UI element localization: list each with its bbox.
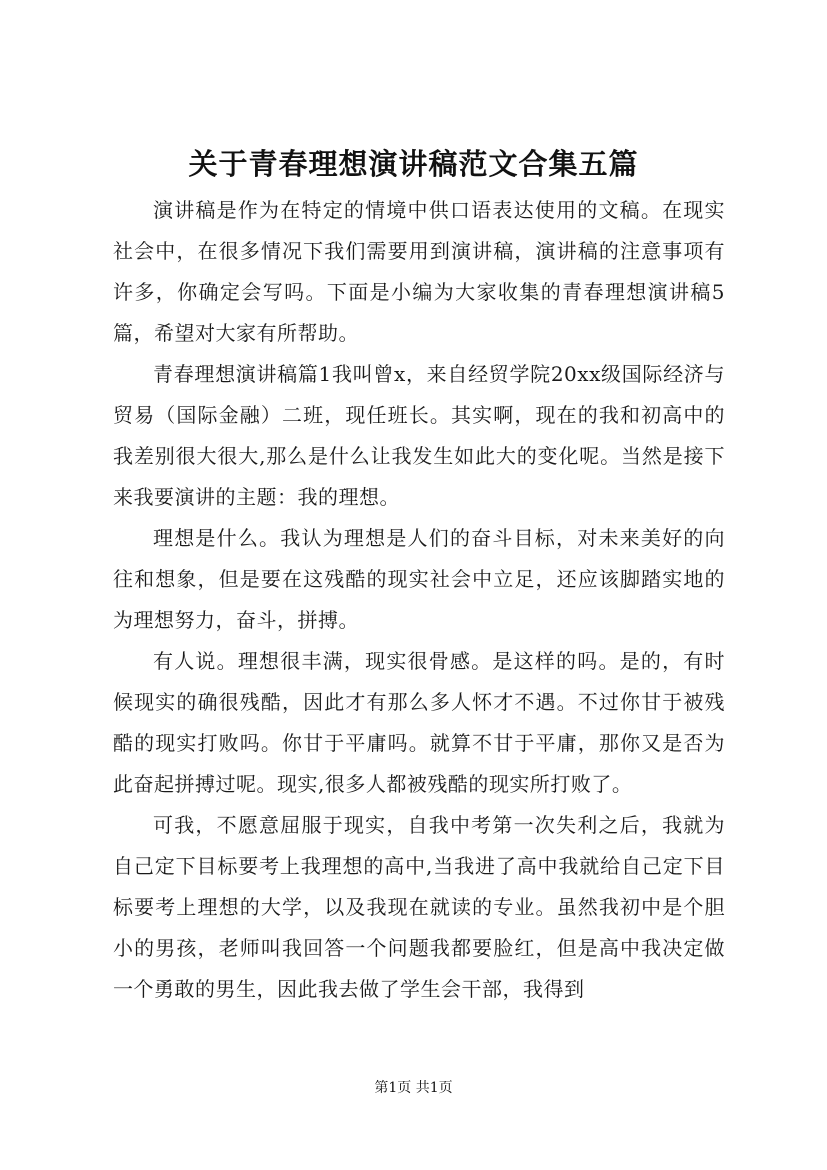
paragraph-5: 可我，不愿意屈服于现实，自我中考第一次失利之后，我就为自己定下目标要考上我理想的高中,当我进了高中我就给自己定下目标要考上理想的大学，以及我现在就读的专业。虽然我初中是个胆小的男孩，老师叫我回答一个问题我都要脸红，但是高中我决定做一个勇敢的男生，因此我去做了学生会干部，我得到 xyxy=(113,813,725,1001)
paragraph-1: 演讲稿是作为在特定的情境中供口语表达使用的文稿。在现实社会中，在很多情况下我们需要用到演讲稿，演讲稿的注意事项有许多，你确定会写吗。下面是小编为大家收集的青春理想演讲稿5篇，希望对大家有所帮助。 xyxy=(113,198,725,345)
page-footer: 第1页 共1页 xyxy=(374,1080,453,1096)
paragraph-2: 青春理想演讲稿篇1我叫曾x，来自经贸学院20xx级国际经济与贸易（国际金融）二班，现任班长。其实啊，现在的我和初高中的我差别很大很大,那么是什么让我发生如此大的变化呢。当然是接下来我要演讲的主题：我的理想。 xyxy=(113,362,725,509)
document-body xyxy=(113,190,725,1010)
document-title: 关于青春理想演讲稿范文合集五篇 xyxy=(188,147,639,181)
paragraph-4: 有人说。理想很丰满，现实很骨感。是这样的吗。是的，有时候现实的确很残酷，因此才有那么多人怀才不遇。不过你甘于被残酷的现实打败吗。你甘于平庸吗。就算不甘于平庸，那你又是否为此奋起拼搏过呢。现实,很多人都被残酷的现实所打败了。 xyxy=(113,649,725,796)
paragraph-3: 理想是什么。我认为理想是人们的奋斗目标，对未来美好的向往和想象，但是要在这残酷的现实社会中立足，还应该脚踏实地的为理想努力，奋斗，拼搏。 xyxy=(113,526,725,632)
